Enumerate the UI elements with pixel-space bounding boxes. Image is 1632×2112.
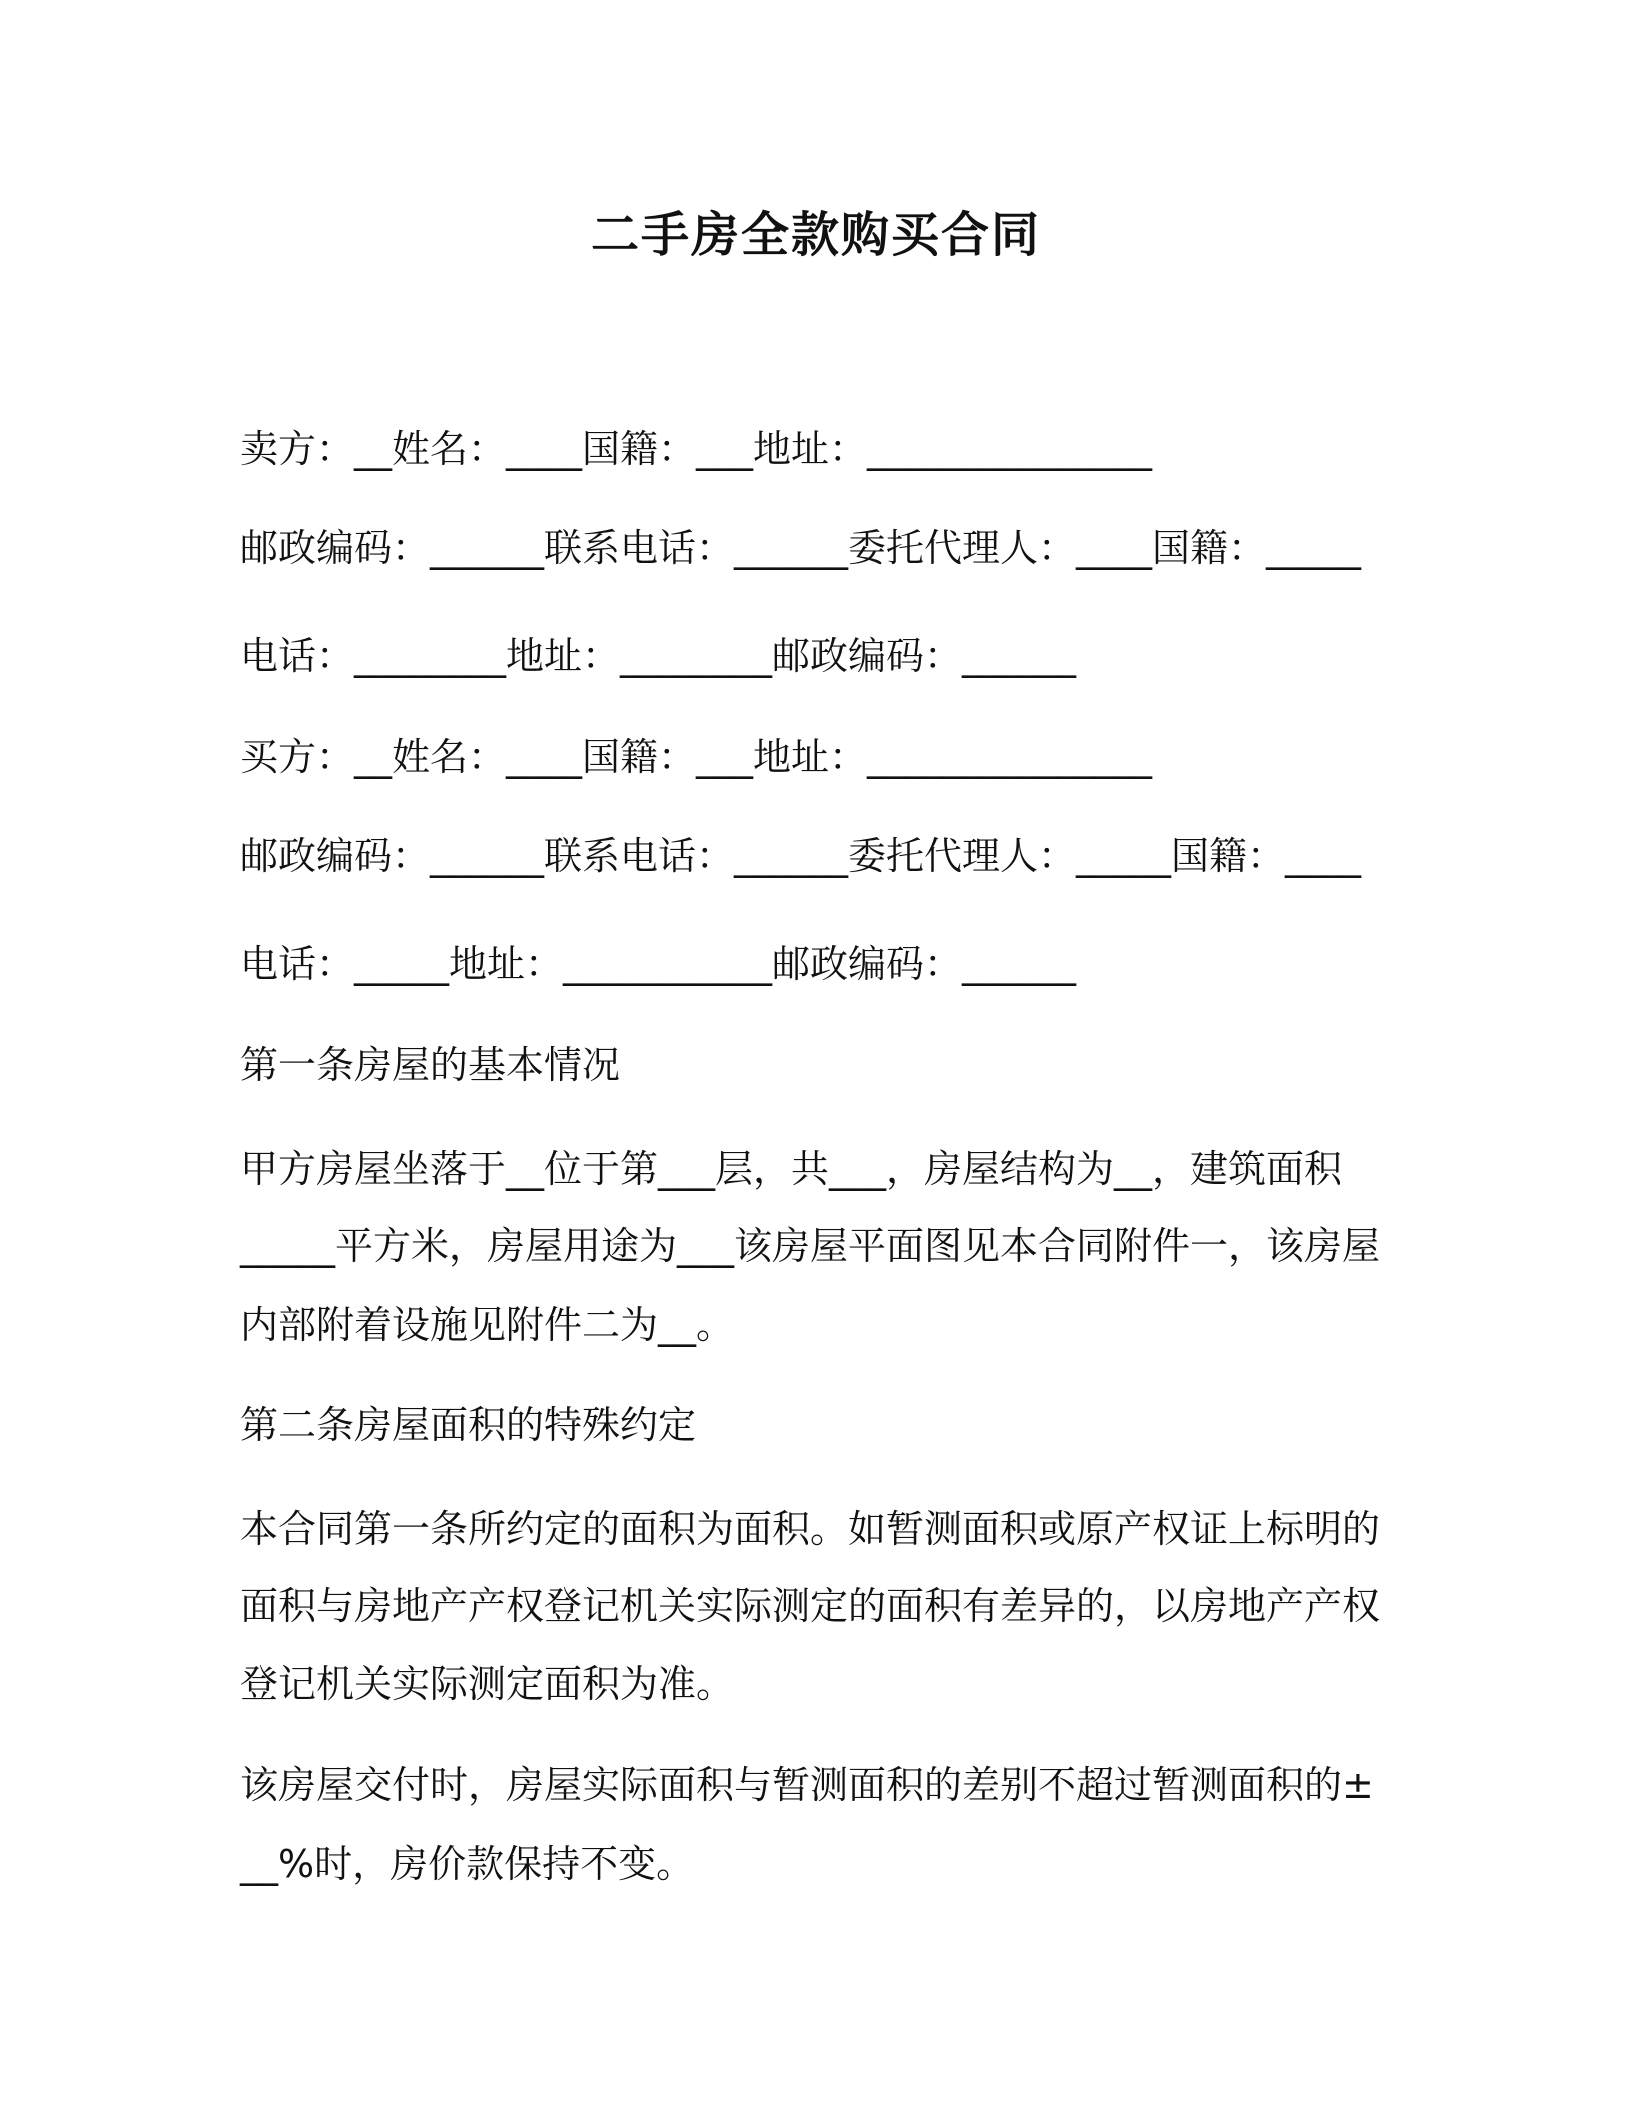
paragraph-line: 内部附着设施见附件二为__。 <box>240 1303 735 1347</box>
paragraph-line: __%时，房价款保持不变。 <box>240 1842 695 1886</box>
seller-agent-contact-line: 电话：________地址：________邮政编码：______ <box>240 634 1077 678</box>
paragraph-line: 登记机关实际测定面积为准。 <box>240 1662 735 1706</box>
section-heading: 第二条房屋面积的特殊约定 <box>240 1403 697 1447</box>
buyer-info-line: 买方：__姓名：____国籍：___地址：_______________ <box>240 735 1153 779</box>
paragraph-line: _____平方米，房屋用途为___该房屋平面图见本合同附件一，该房屋 <box>240 1224 1381 1268</box>
section-heading: 第一条房屋的基本情况 <box>240 1043 621 1087</box>
seller-contact-line: 邮政编码：______联系电话：______委托代理人：____国籍：_____ <box>240 526 1362 570</box>
buyer-agent-contact-line: 电话：_____地址：___________邮政编码：______ <box>240 942 1077 986</box>
paragraph-line: 面积与房地产产权登记机关实际测定的面积有差异的，以房地产产权 <box>240 1584 1381 1628</box>
paragraph-line: 甲方房屋坐落于__位于第___层，共___，房屋结构为__，建筑面积 <box>240 1147 1343 1191</box>
seller-info-line: 卖方：__姓名：____国籍：___地址：_______________ <box>240 427 1153 471</box>
document-title: 二手房全款购买合同 <box>590 207 1041 263</box>
paragraph-line: 该房屋交付时，房屋实际面积与暂测面积的差别不超过暂测面积的± <box>240 1763 1374 1807</box>
buyer-contact-line: 邮政编码：______联系电话：______委托代理人：_____国籍：____ <box>240 834 1362 878</box>
paragraph-line: 本合同第一条所约定的面积为面积。如暂测面积或原产权证上标明的 <box>240 1507 1381 1551</box>
